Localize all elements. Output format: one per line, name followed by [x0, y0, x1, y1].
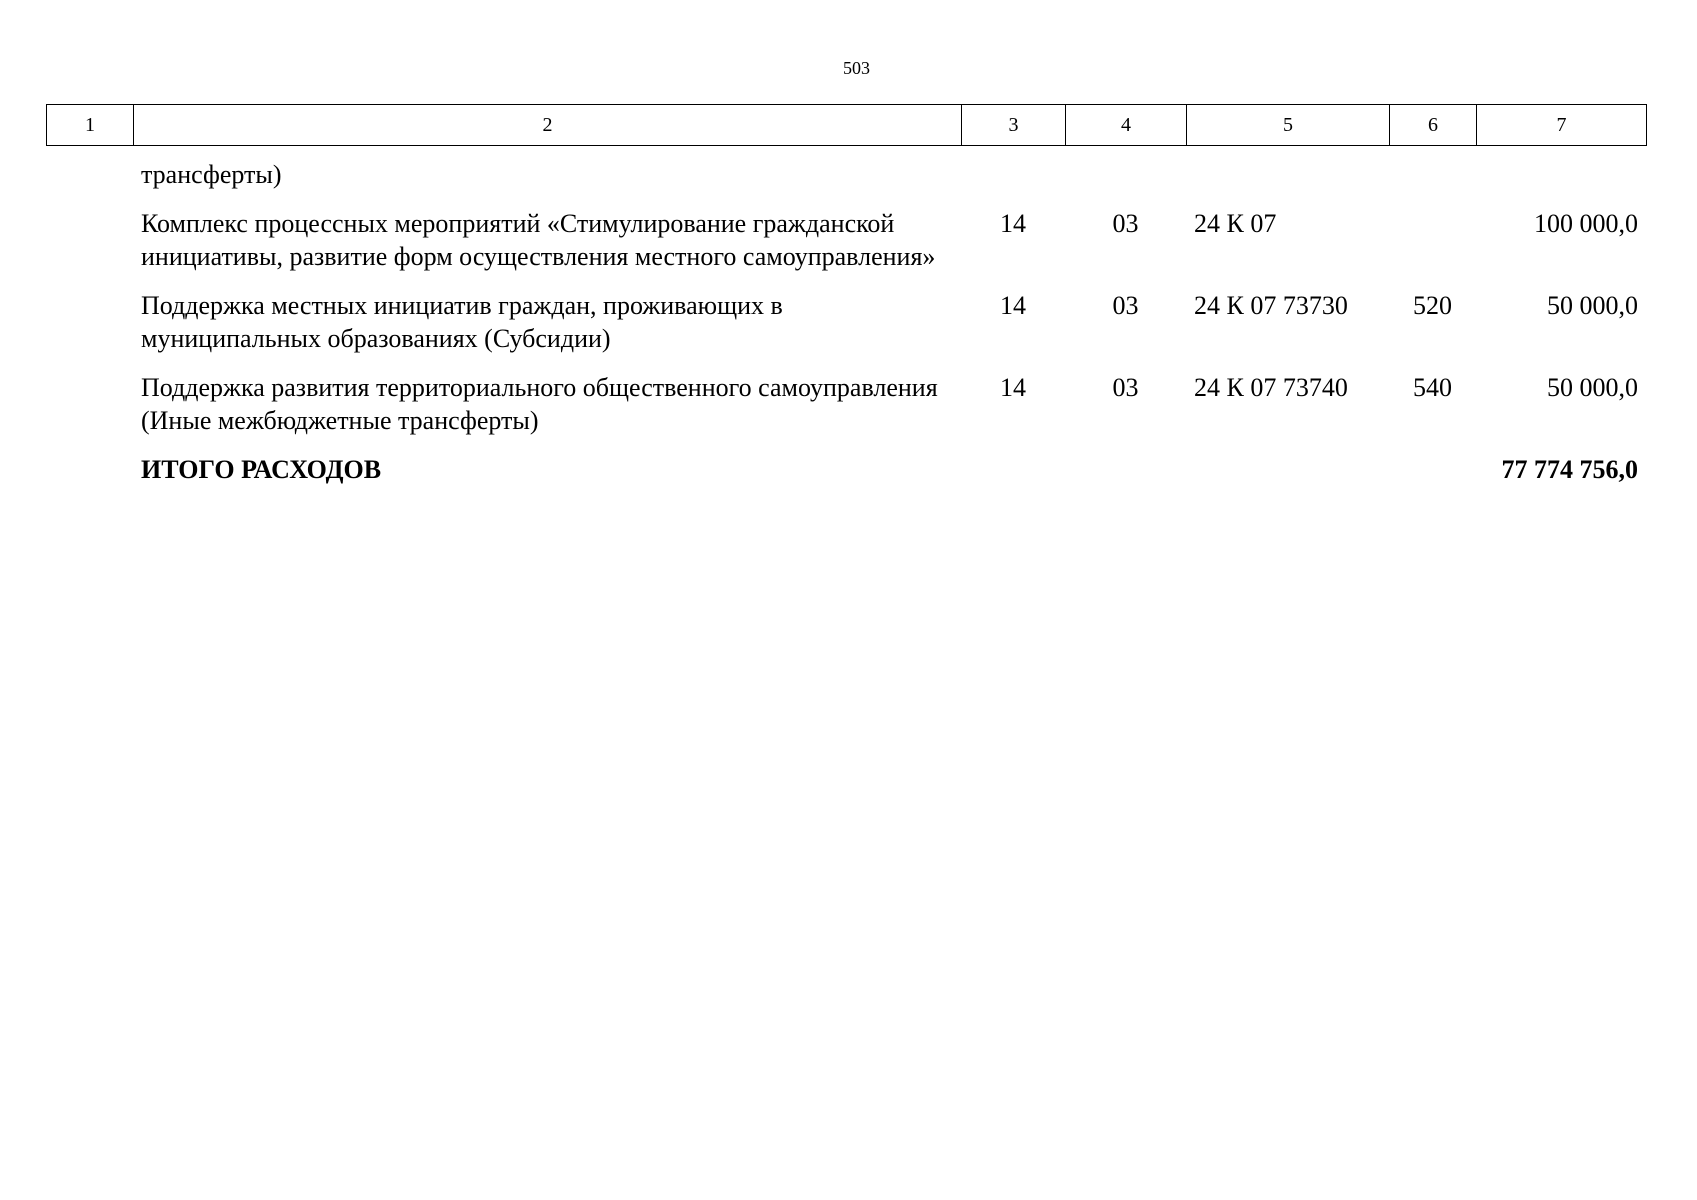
- row-section: [961, 158, 1065, 191]
- total-empty-cell: [1389, 437, 1476, 486]
- table-row: [46, 273, 1646, 355]
- row-target-code: 24 К 07 73740: [1194, 373, 1348, 402]
- header-col-5: 5: [1187, 105, 1390, 146]
- row-target-code: 24 К 07 73730: [1194, 291, 1348, 320]
- header-col-1: 1: [47, 105, 134, 146]
- row-section: 14: [1000, 373, 1026, 402]
- row-amount: 50 000,0: [1547, 291, 1638, 320]
- row-name: Поддержка местных инициатив граждан, проживающих в муниципальных образованиях (Субсидии): [141, 291, 783, 353]
- expense-table: [46, 158, 1646, 486]
- header-row: [47, 105, 1647, 146]
- row-section: 14: [1000, 209, 1026, 238]
- total-label: ИТОГО РАСХОДОВ: [141, 455, 382, 484]
- row-subsection: 03: [1112, 291, 1139, 320]
- row-amount: 50 000,0: [1547, 373, 1638, 402]
- row-expense-type: [1389, 191, 1476, 273]
- header-col-3: 3: [962, 105, 1066, 146]
- row-expense-type: 520: [1413, 291, 1452, 320]
- row-name: Поддержка развития территориального общественного самоуправления (Иные межбюджетные трансферты): [141, 373, 938, 435]
- header-col-6: 6: [1390, 105, 1477, 146]
- row-name: Комплекс процессных мероприятий «Стимулирование гражданской инициативы, развитие форм осуществления местного самоуправления»: [141, 209, 936, 271]
- header-col-2: 2: [134, 105, 962, 146]
- total-empty-cell: [961, 437, 1065, 486]
- row-subsection: 03: [1112, 209, 1139, 238]
- total-empty-cell: [1186, 437, 1389, 486]
- total-empty-cell: [1065, 437, 1186, 486]
- row-amount: 100 000,0: [1534, 209, 1638, 238]
- total-row: [46, 437, 1646, 486]
- row-target-code: 24 К 07: [1194, 209, 1277, 238]
- header-col-4: 4: [1066, 105, 1187, 146]
- row-target-code: [1186, 158, 1389, 191]
- page-number: 503: [843, 58, 870, 78]
- row-expense-type: 540: [1413, 373, 1452, 402]
- row-subsection: [1065, 158, 1186, 191]
- row-expense-type: [1389, 158, 1476, 191]
- table-row: [46, 158, 1646, 191]
- header-col-7: 7: [1477, 105, 1647, 146]
- table-row: [46, 355, 1646, 437]
- row-section: 14: [1000, 291, 1026, 320]
- total-amount: 77 774 756,0: [1501, 455, 1638, 484]
- column-number-header: [46, 104, 1647, 146]
- row-amount: [1476, 158, 1646, 191]
- row-subsection: 03: [1112, 373, 1139, 402]
- row-name: трансферты): [141, 160, 282, 189]
- table-row: [46, 191, 1646, 273]
